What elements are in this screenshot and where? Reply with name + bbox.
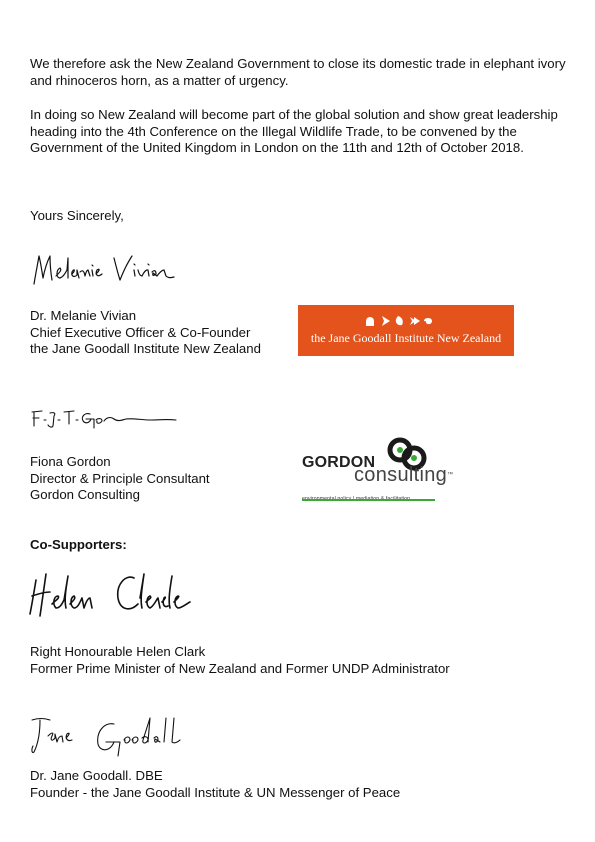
signatory-melanie (30, 308, 261, 358)
signature-jane-goodall (30, 712, 190, 758)
signatory-org: the Jane Goodall Institute New Zealand (30, 341, 261, 357)
signatory-name: Dr. Melanie Vivian (30, 308, 137, 323)
signatory-title: Director & Principle Consultant (30, 470, 210, 486)
gordon-wordmark: GORDON (302, 454, 376, 471)
signatory-title: Chief Executive Officer & Co-Founder (30, 324, 251, 340)
co-supporter-title: Founder - the Jane Goodall Institute & UN Messenger of Peace (30, 784, 401, 800)
gordon-consulting-logo (300, 436, 454, 506)
co-supporter-name: Dr. Jane Goodall. DBE (30, 768, 163, 783)
co-supporter-title: Former Prime Minister of New Zealand and Former UNDP Administrator (30, 660, 450, 676)
co-supporter-helen (30, 644, 450, 677)
signature-melanie-vivian (30, 248, 180, 290)
jgi-logo (298, 305, 514, 356)
signature-helen-clark (28, 568, 193, 620)
closing-salutation: Yours Sincerely, (30, 208, 124, 223)
paragraph-request: We therefore ask the New Zealand Government to close its domestic trade in elephant ivory and rhinoceros horn, as a matter of urgency. (30, 56, 566, 88)
animal-icons (298, 313, 514, 329)
co-supporter-name: Right Honourable Helen Clark (30, 644, 206, 659)
signatory-fiona (30, 454, 210, 504)
co-supporters-heading: Co-Supporters: (30, 537, 127, 552)
co-supporter-jane (30, 768, 400, 801)
signature-fiona-gordon (30, 408, 180, 432)
signatory-org: Gordon Consulting (30, 487, 140, 503)
consulting-wordmark: consulting™ (354, 464, 454, 486)
gordon-accent-line (302, 499, 435, 501)
signatory-name: Fiona Gordon (30, 454, 111, 469)
jgi-logo-text: the Jane Goodall Institute New Zealand (310, 331, 502, 345)
paragraph-leadership: In doing so New Zealand will become part of the global solution and show great leadership heading into the 4th Conference on the Illegal Wildlife Trade, to be convened by the Government of the United Kingdom in London on the 11th and 12th of October 2018. (30, 107, 558, 156)
